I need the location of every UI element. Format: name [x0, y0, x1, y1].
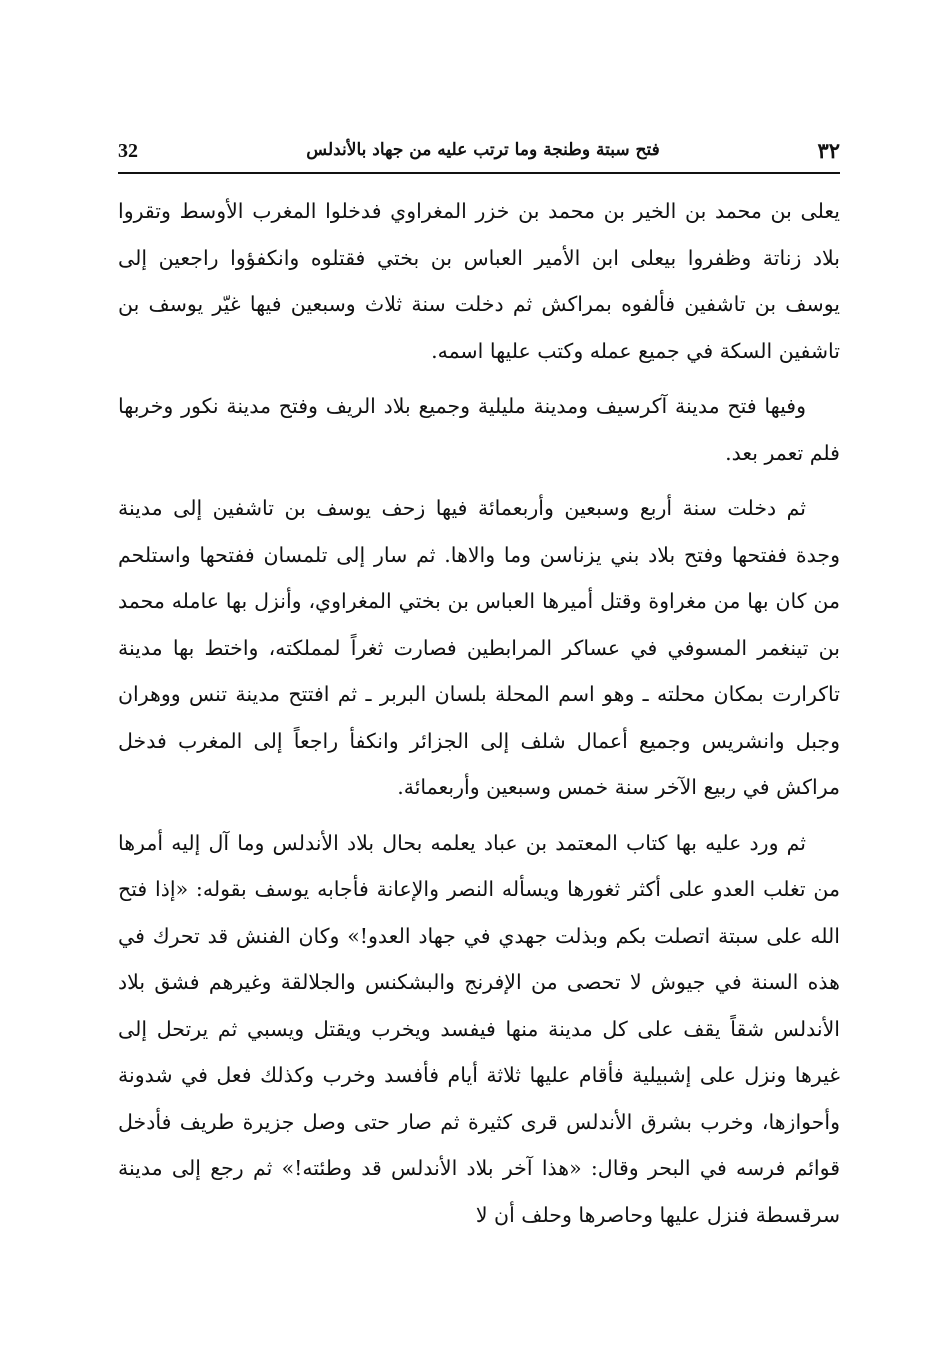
page-number-latin: 32	[118, 140, 138, 162]
header-rule	[118, 172, 840, 174]
page-number-arabic: ٣٢	[817, 138, 840, 163]
paragraph: ثم ورد عليه بها كتاب المعتمد بن عباد يعلمه بحال بلاد الأندلس وما آل إليه أمرها من تغلب العدو على أكثر ثغورها ويسأله النصر والإعانة فأجابه يوسف بقوله: «إذا فتح الله على سبتة اتصلت بكم وبذلت جهدي في جهاد العدو!» وكان الفنش قد تحرك في هذه السنة في جيوش لا تحصى من الإفرنج والبشكنس والجلالقة وغيرهم فشق بلاد الأندلس شقاً يقف على كل مدينة منها فيفسد ويخرب ويقتل ويسبي ثم يرتحل إلى غيرها ونزل على إشبيلية فأقام عليها ثلاثة أيام فأفسد وخرب وكذلك فعل في شدونة وأحوازها، وخرب بشرق الأندلس قرى كثيرة ثم صار حتى وصل جزيرة طريف فأدخل قوائم فرسه في البحر وقال: «هذا آخر بلاد الأندلس قد وطئته!» ثم رجع إلى مدينة سرقسطة فنزل عليها وحاصرها وحلف أن لا	[118, 830, 840, 1227]
running-title: فتح سبتة وطنجة وما ترتب عليه من جهاد بالأندلس	[306, 140, 660, 160]
body-text	[118, 188, 840, 1238]
paragraph: يعلى بن محمد بن الخير بن محمد بن خزر المغراوي فدخلوا المغرب الأوسط وتقروا بلاد زناتة وظفروا بيعلى ابن الأمير العباس بن بختي فقتلوه وانكفؤوا راجعين إلى يوسف بن تاشفين فألفوه بمراكش ثم دخلت سنة ثلاث وسبعين فيها غيّر يوسف بن تاشفين السكة في جميع عمله وكتب عليها اسمه.	[118, 199, 840, 363]
paragraph: وفيها فتح مدينة آكرسيف ومدينة مليلية وجميع بلاد الريف وفتح مدينة نكور وخربها فلم تعمر بعد.	[118, 394, 840, 465]
running-header	[118, 136, 840, 170]
paragraph: ثم دخلت سنة أربع وسبعين وأربعمائة فيها زحف يوسف بن تاشفين إلى مدينة وجدة ففتحها وفتح بلاد بني يزناسن وما والاها. ثم سار إلى تلمسان ففتحها واستلحم من كان بها من مغراوة وقتل أميرها العباس بن بختي المغراوي، وأنزل بها عامله محمد بن تينغمر المسوفي في عساكر المرابطين فصارت ثغراً لمملكته، واختط بها مدينة تاكرارت بمكان محلته ـ وهو اسم المحلة بلسان البربر ـ ثم افتتح مدينة تنس ووهران وجبل وانشريس وجميع أعمال شلف إلى الجزائر وانكفأ راجعاً إلى المغرب فدخل مراكش في ربيع الآخر سنة خمس وسبعين وأربعمائة.	[118, 496, 840, 799]
